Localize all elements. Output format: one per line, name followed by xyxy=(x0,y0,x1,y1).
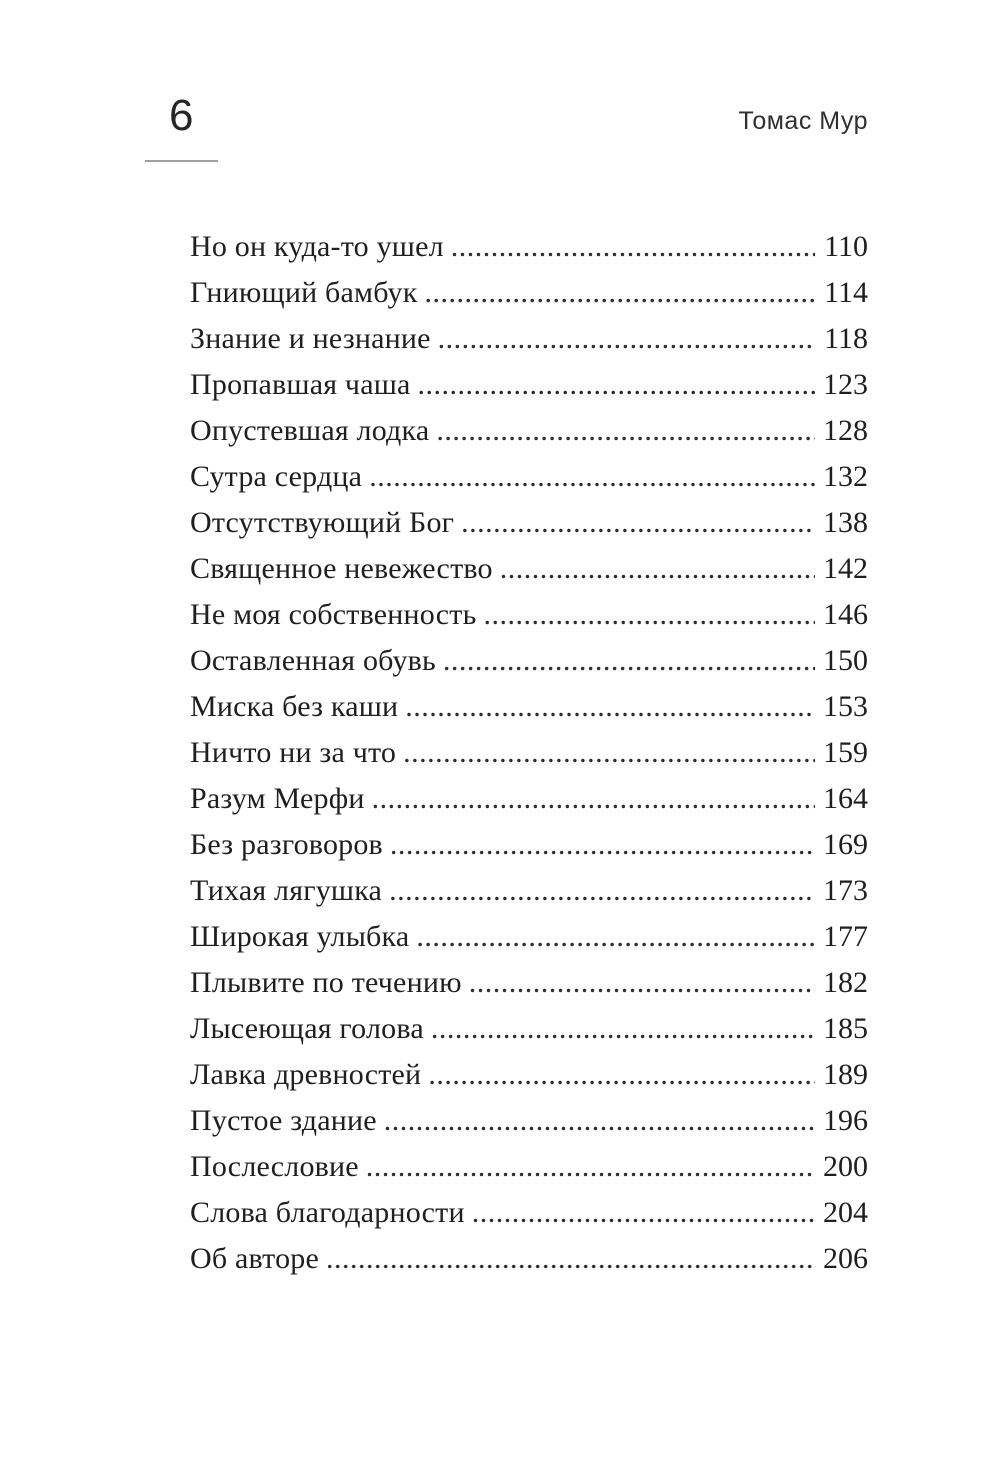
toc-entry xyxy=(190,776,868,822)
dot-leader xyxy=(384,1098,815,1144)
toc-entry-page-number: 146 xyxy=(823,598,868,631)
page-number: 6 xyxy=(169,91,194,140)
toc-entry xyxy=(190,730,868,776)
toc-entry-page-number: 182 xyxy=(823,966,868,999)
toc-entry-page-number: 189 xyxy=(823,1058,868,1091)
toc-entry xyxy=(190,454,868,500)
toc-entry-page-number: 138 xyxy=(823,506,868,539)
toc-entry-page-number: 132 xyxy=(823,460,868,493)
toc-entry-page-number: 196 xyxy=(823,1104,868,1137)
toc-entry xyxy=(190,316,868,362)
toc-entry-title: Отсутствующий Бог xyxy=(190,506,455,539)
toc-entry xyxy=(190,1006,868,1052)
toc-entry xyxy=(190,1236,868,1282)
dot-leader xyxy=(438,316,815,362)
toc-entry-title: Сутра сердца xyxy=(190,460,363,493)
toc-entry xyxy=(190,960,868,1006)
toc-entry xyxy=(190,500,868,546)
dot-leader xyxy=(390,822,815,868)
toc-entry-title: Пустое здание xyxy=(190,1104,377,1137)
toc-entry-title: Не моя собственность xyxy=(190,598,477,631)
table-of-contents xyxy=(190,224,868,1282)
toc-entry-page-number: 153 xyxy=(823,690,868,723)
toc-entry-page-number: 169 xyxy=(823,828,868,861)
dot-leader xyxy=(326,1236,815,1282)
toc-entry xyxy=(190,362,868,408)
dot-leader xyxy=(500,546,815,592)
toc-entry xyxy=(190,546,868,592)
toc-entry-page-number: 164 xyxy=(823,782,868,815)
dot-leader xyxy=(443,638,815,684)
toc-entry-title: Тихая лягушка xyxy=(190,874,383,907)
toc-entry xyxy=(190,868,868,914)
toc-entry-title: Гниющий бамбук xyxy=(190,276,418,309)
toc-entry-title: Без разговоров xyxy=(190,828,383,861)
toc-entry-title: Ничто ни за что xyxy=(190,736,397,769)
toc-entry-page-number: 206 xyxy=(823,1242,868,1275)
dot-leader xyxy=(405,684,815,730)
dot-leader xyxy=(451,224,815,270)
toc-entry-page-number: 110 xyxy=(824,230,868,263)
toc-entry-title: Пропавшая чаша xyxy=(190,368,411,401)
toc-entry-page-number: 150 xyxy=(823,644,868,677)
dot-leader xyxy=(418,362,815,408)
toc-entry-title: Плывите по течению xyxy=(190,966,462,999)
toc-entry-page-number: 118 xyxy=(824,322,868,355)
toc-entry-title: Об авторе xyxy=(190,1242,319,1275)
toc-entry-title: Миска без каши xyxy=(190,690,399,723)
toc-entry-title: Лысеющая голова xyxy=(190,1012,424,1045)
toc-entry-title: Послесловие xyxy=(190,1150,359,1183)
toc-entry xyxy=(190,270,868,316)
toc-entry xyxy=(190,1098,868,1144)
dot-leader xyxy=(469,960,815,1006)
dot-leader xyxy=(428,1052,815,1098)
dot-leader xyxy=(416,914,815,960)
toc-entry-title: Священное невежество xyxy=(190,552,493,585)
toc-entry-page-number: 204 xyxy=(823,1196,868,1229)
dot-leader xyxy=(472,1190,815,1236)
toc-entry xyxy=(190,638,868,684)
toc-entry-title: Но он куда-то ушел xyxy=(190,230,444,263)
toc-entry xyxy=(190,1190,868,1236)
toc-entry-page-number: 200 xyxy=(823,1150,868,1183)
folio-rule xyxy=(145,160,218,162)
toc-entry xyxy=(190,914,868,960)
toc-entry-page-number: 114 xyxy=(824,276,868,309)
dot-leader xyxy=(389,868,815,914)
toc-entry xyxy=(190,822,868,868)
toc-entry-title: Знание и незнание xyxy=(190,322,431,355)
dot-leader xyxy=(372,776,815,822)
dot-leader xyxy=(425,270,816,316)
toc-entry-page-number: 128 xyxy=(823,414,868,447)
toc-entry-title: Лавка древностей xyxy=(190,1058,422,1091)
toc-entry-title: Слова благодарности xyxy=(190,1196,465,1229)
toc-entry-page-number: 185 xyxy=(823,1012,868,1045)
toc-entry xyxy=(190,592,868,638)
toc-entry xyxy=(190,224,868,270)
toc-entry-title: Широкая улыбка xyxy=(190,920,410,953)
toc-entry-page-number: 123 xyxy=(823,368,868,401)
toc-entry-title: Разум Мерфи xyxy=(190,782,365,815)
dot-leader xyxy=(431,1006,815,1052)
dot-leader xyxy=(369,454,815,500)
dot-leader xyxy=(403,730,815,776)
dot-leader xyxy=(366,1144,815,1190)
dot-leader xyxy=(461,500,815,546)
toc-entry-title: Оставленная обувь xyxy=(190,644,436,677)
toc-entry xyxy=(190,684,868,730)
toc-entry xyxy=(190,408,868,454)
toc-entry-page-number: 177 xyxy=(823,920,868,953)
running-head-author: Томас Мур xyxy=(738,107,868,135)
dot-leader xyxy=(436,408,815,454)
dot-leader xyxy=(483,592,815,638)
toc-entry-title: Опустевшая лодка xyxy=(190,414,430,447)
toc-entry xyxy=(190,1052,868,1098)
toc-entry xyxy=(190,1144,868,1190)
toc-entry-page-number: 159 xyxy=(823,736,868,769)
toc-entry-page-number: 173 xyxy=(823,874,868,907)
toc-entry-page-number: 142 xyxy=(823,552,868,585)
